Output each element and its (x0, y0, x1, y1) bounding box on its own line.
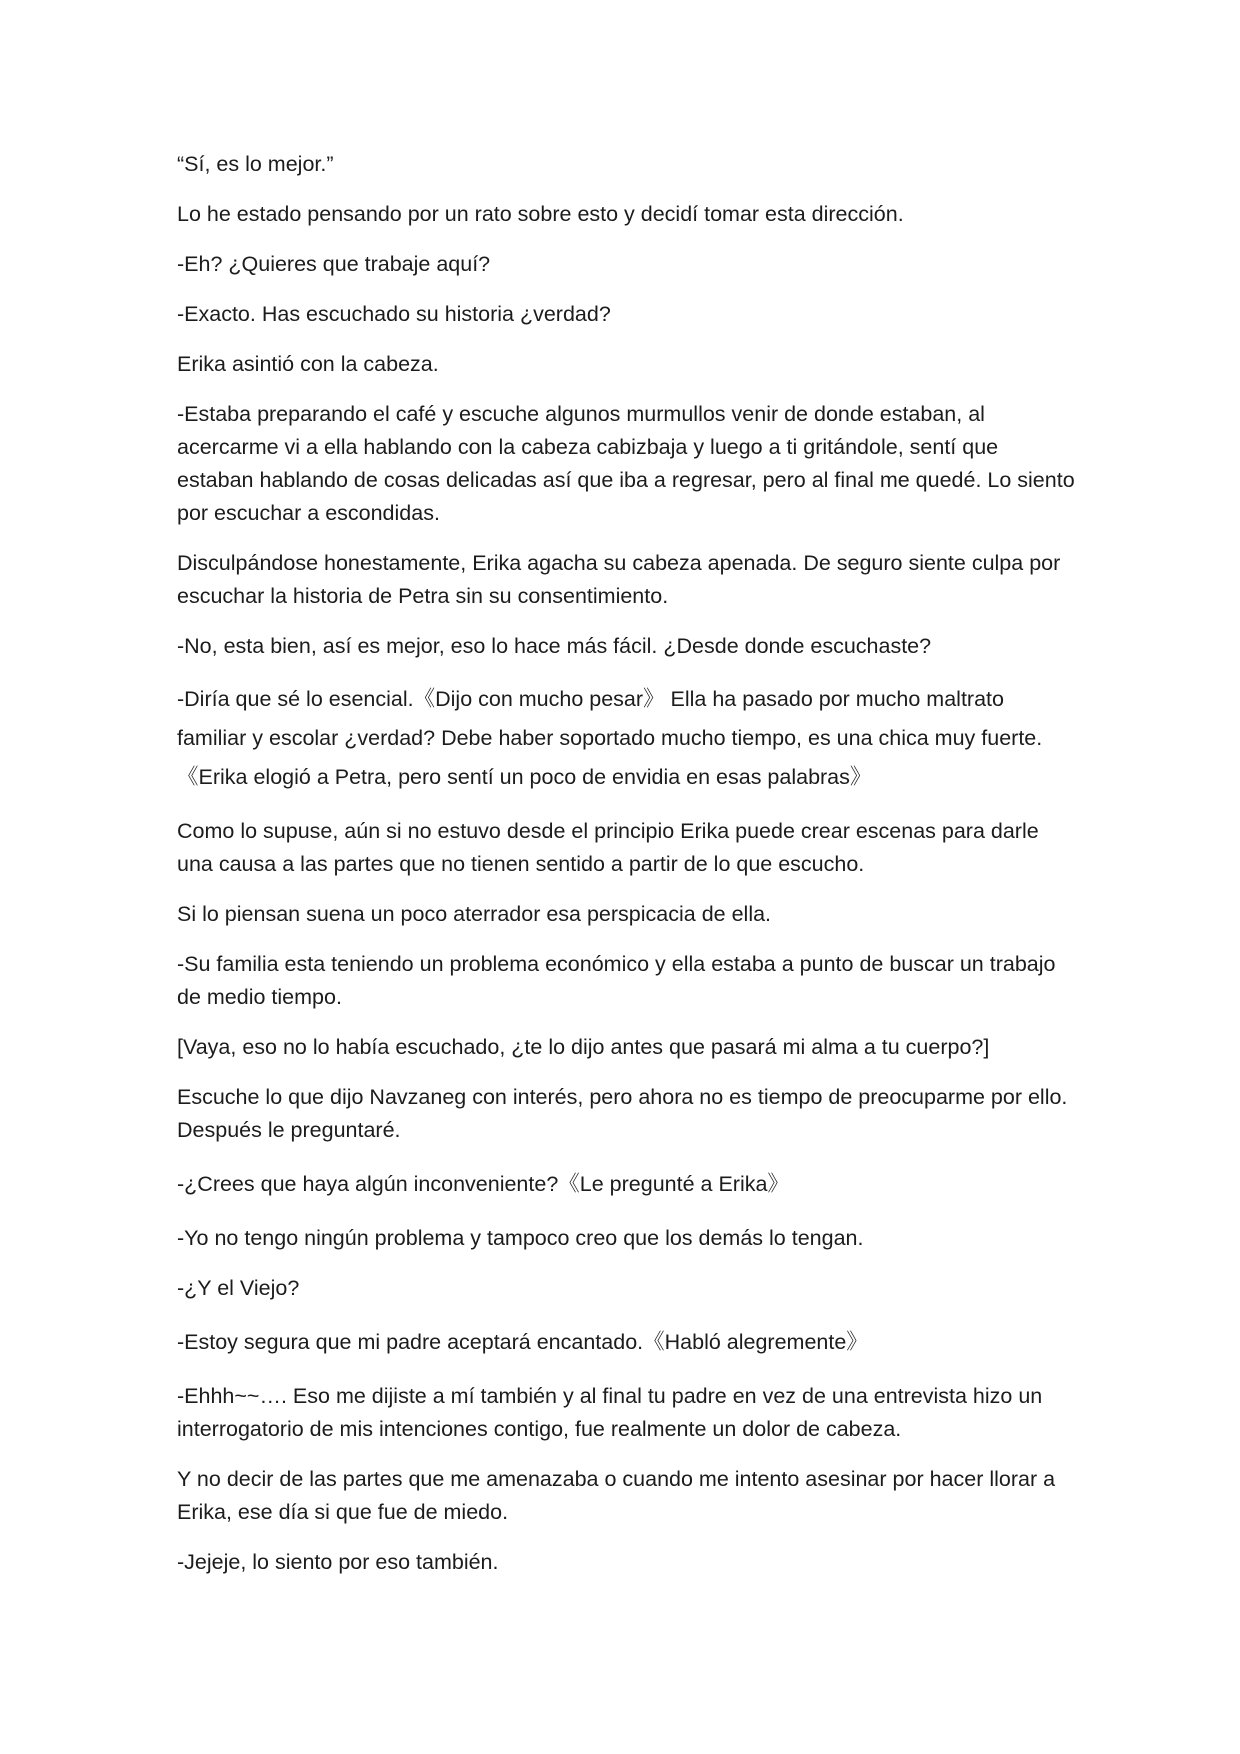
paragraph-16: -Yo no tengo ningún problema y tampoco creo que los demás lo tengan. (177, 1226, 864, 1250)
paragraph-3: -Eh? ¿Quieres que trabaje aquí? (177, 252, 491, 276)
paragraph-8: -No, esta bien, así es mejor, eso lo hace más fácil. ¿Desde donde escuchaste? (177, 634, 932, 658)
paragraph-17: -¿Y el Viejo? (177, 1276, 300, 1300)
paragraph-20: Y no decir de las partes que me amenazaba o cuando me intento asesinar por hacer llorar a Erika, ese día si que fue de miedo. (177, 1467, 1056, 1524)
paragraph-14: Escuche lo que dijo Navzaneg con interés, pero ahora no es tiempo de preocuparme por ello. Después le preguntaré. (177, 1085, 1068, 1142)
paragraph-15: -¿Crees que haya algún inconveniente?《Le pregunté a Erika》 (177, 1172, 789, 1196)
paragraph-1: “Sí, es lo mejor.” (177, 152, 334, 176)
paragraph-21: -Jejeje, lo siento por eso también. (177, 1550, 499, 1574)
paragraph-12: -Su familia esta teniendo un problema económico y ella estaba a punto de buscar un trabajo de medio tiempo. (177, 952, 1056, 1009)
paragraph-13: [Vaya, eso no lo había escuchado, ¿te lo dijo antes que pasará mi alma a tu cuerpo?] (177, 1035, 990, 1059)
paragraph-10: Como lo supuse, aún si no estuvo desde el principio Erika puede crear escenas para darle una causa a las partes que no tienen sentido a partir de lo que escucho. (177, 819, 1039, 876)
document-body (177, 148, 1077, 1596)
paragraph-4: -Exacto. Has escuchado su historia ¿verdad? (177, 302, 611, 326)
paragraph-18: -Estoy segura que mi padre aceptará encantado.《Habló alegremente》 (177, 1330, 868, 1354)
paragraph-19: -Ehhh~~…. Eso me dijiste a mí también y al final tu padre en vez de una entrevista hizo un interrogatorio de mis intenciones contigo, fue realmente un dolor de cabeza. (177, 1384, 1043, 1441)
paragraph-9: -Diría que sé lo esencial.《Dijo con mucho pesar》 Ella ha pasado por mucho maltrato familiar y escolar ¿verdad? Debe haber soportado mucho tiempo, es una chica muy fuerte.《Erika elogió a Petra, pero sentí un poco de envidia en esas palabras》 (177, 687, 1043, 789)
paragraph-2: Lo he estado pensando por un rato sobre esto y decidí tomar esta dirección. (177, 202, 904, 226)
paragraph-5: Erika asintió con la cabeza. (177, 352, 439, 376)
paragraph-7: Disculpándose honestamente, Erika agacha su cabeza apenada. De seguro siente culpa por escuchar la historia de Petra sin su consentimiento. (177, 551, 1061, 608)
paragraph-11: Si lo piensan suena un poco aterrador esa perspicacia de ella. (177, 902, 772, 926)
paragraph-6: -Estaba preparando el café y escuche algunos murmullos venir de donde estaban, al acercarme vi a ella hablando con la cabeza cabizbaja y luego a ti gritándole, sentí que estaban hablando de cosas delicadas así que iba a regresar, pero al final me quedé. Lo siento por escuchar a escondidas. (177, 402, 1075, 525)
